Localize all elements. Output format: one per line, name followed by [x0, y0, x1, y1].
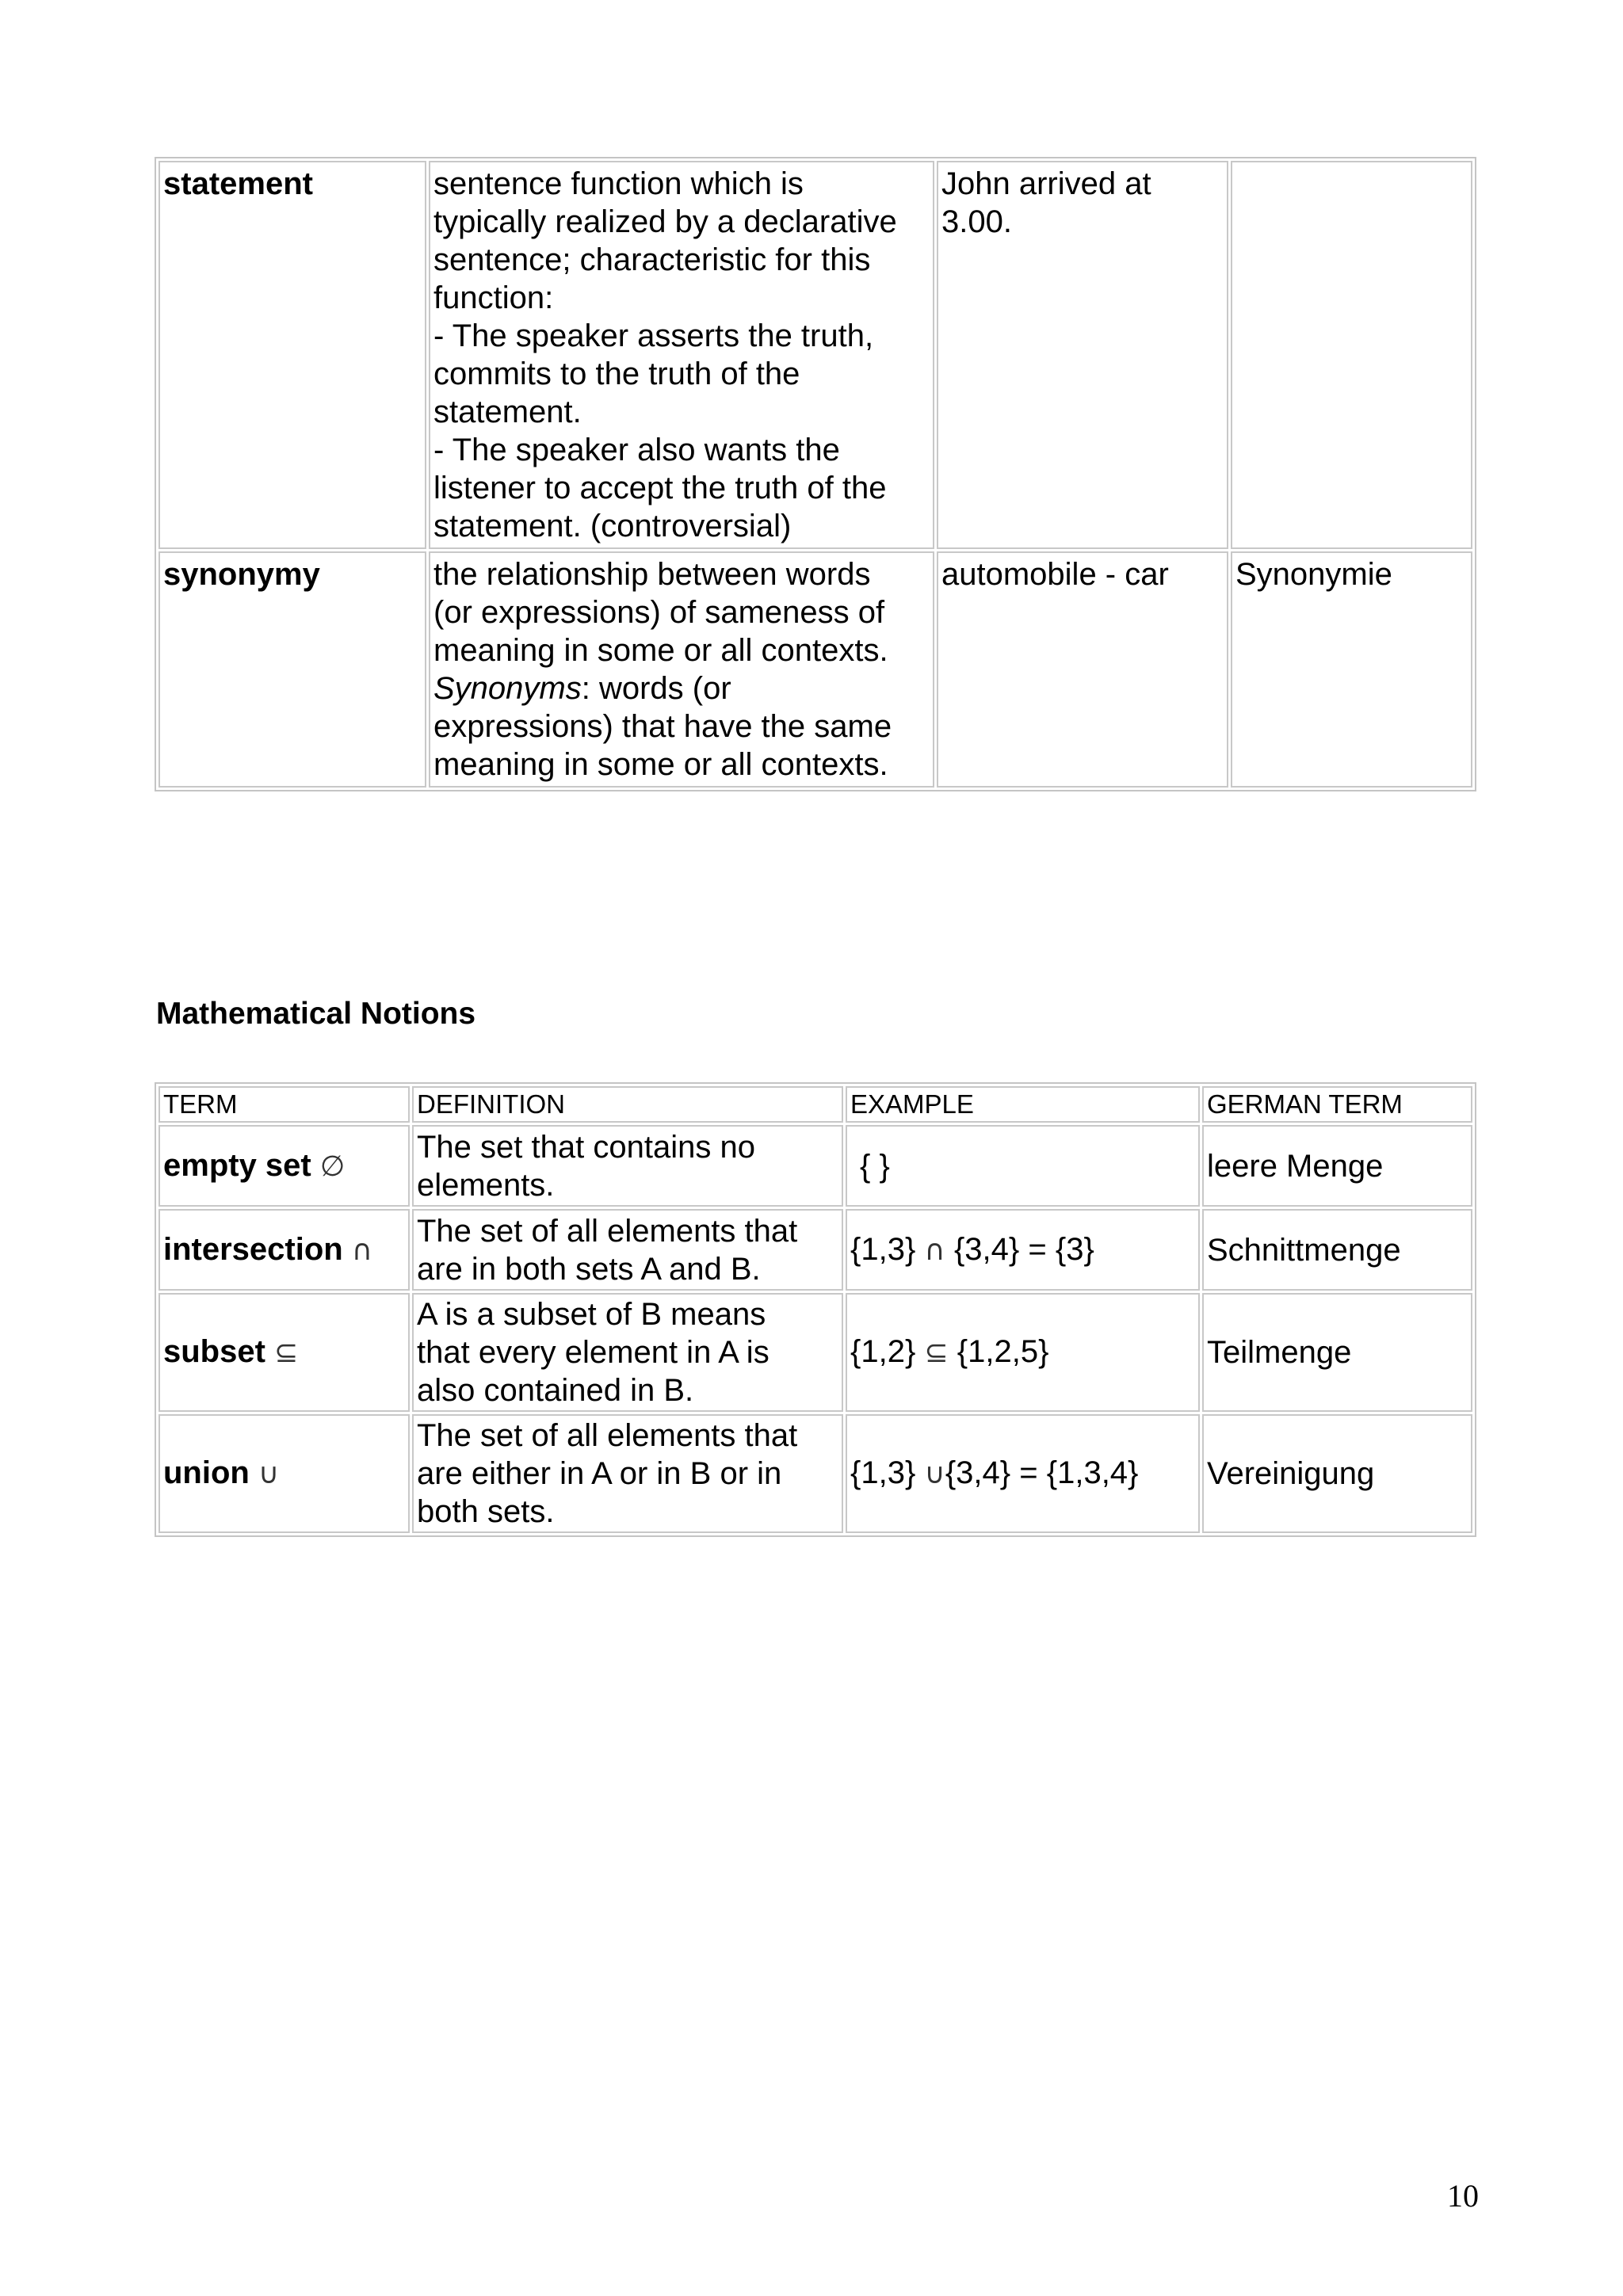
definition-line: meaning in some or all contexts. [433, 633, 888, 668]
german-term-cell: Vereinigung [1202, 1414, 1472, 1533]
definition-line: The set of all elements that [417, 1213, 798, 1249]
term-cell [158, 1293, 410, 1412]
example-text: {1,3} [850, 1231, 916, 1267]
example-line: John arrived at [941, 166, 1151, 201]
example-cell [846, 1125, 1200, 1207]
definition-line: sentence; characteristic for this [433, 242, 871, 277]
subset-icon: ⊆ [274, 1337, 299, 1369]
definition-cell [429, 551, 934, 788]
empty-set-icon: ∅ [319, 1150, 346, 1183]
definition-cell [412, 1293, 843, 1412]
definition-line: also contained in B. [417, 1373, 694, 1408]
table-header-row [158, 1086, 1472, 1123]
header-german-term: GERMAN TERM [1202, 1086, 1472, 1123]
example-line: 3.00. [941, 204, 1012, 239]
definition-line: expressions) that have the same [433, 709, 892, 744]
term-label: intersection [163, 1231, 343, 1267]
intersection-icon: ∩ [924, 1234, 945, 1267]
german-term-cell: Teilmenge [1202, 1293, 1472, 1412]
table-row [158, 1125, 1472, 1207]
definition-line: A is a subset of B means [417, 1297, 766, 1332]
german-term-cell: leere Menge [1202, 1125, 1472, 1207]
example-text: {3,4} = {1,3,4} [945, 1455, 1139, 1490]
example-text: {1,2,5} [957, 1334, 1049, 1369]
definition-line: typically realized by a declarative [433, 204, 897, 239]
definition-cell [412, 1209, 843, 1291]
definition-line: both sets. [417, 1494, 555, 1529]
example-cell [846, 1414, 1200, 1533]
table-row [158, 1209, 1472, 1291]
definition-line: statement. (controversial) [433, 509, 792, 543]
example-cell [846, 1209, 1200, 1291]
term-cell: synonymy [158, 551, 426, 788]
example-cell [937, 161, 1228, 549]
german-term-cell [1231, 161, 1472, 549]
term-label: union [163, 1455, 250, 1490]
definition-line: (or expressions) of sameness of [433, 595, 885, 630]
definition-fragment: : words (or [581, 671, 731, 706]
definition-line: - The speaker asserts the truth, [433, 318, 874, 353]
term-cell [158, 1209, 410, 1291]
definition-line: - The speaker also wants the [433, 433, 840, 467]
definition-line: meaning in some or all contexts. [433, 747, 888, 782]
glossary-table [155, 157, 1476, 791]
term-cell [158, 1125, 410, 1207]
definition-line: listener to accept the truth of the [433, 471, 887, 505]
example-text: {3,4} = {3} [953, 1231, 1094, 1267]
definition-line: commits to the truth of the [433, 357, 800, 391]
example-text: {1,2} [850, 1334, 916, 1369]
definition-cell [412, 1125, 843, 1207]
table-row [158, 551, 1472, 788]
definition-cell [412, 1414, 843, 1533]
definition-cell [429, 161, 934, 549]
german-term-cell: Schnittmenge [1202, 1209, 1472, 1291]
term-cell [158, 1414, 410, 1533]
intersection-icon: ∩ [351, 1234, 373, 1267]
math-notions-table [155, 1082, 1476, 1537]
example-cell [846, 1293, 1200, 1412]
example-line: automobile - car [941, 557, 1169, 592]
union-icon: ∪ [258, 1458, 280, 1490]
example-cell [937, 551, 1228, 788]
table-row [158, 161, 1472, 549]
term-cell: statement [158, 161, 426, 549]
definition-line: statement. [433, 395, 582, 429]
definition-line: The set that contains no [417, 1129, 755, 1165]
definition-line: function: [433, 280, 554, 315]
definition-line: that every element in A is [417, 1335, 769, 1370]
term-label: subset [163, 1334, 265, 1369]
header-example: EXAMPLE [846, 1086, 1200, 1123]
page-number: 10 [1447, 2178, 1479, 2214]
term-label: empty set [163, 1147, 311, 1183]
header-term: TERM [158, 1086, 410, 1123]
italic-term: Synonyms [433, 671, 582, 706]
table-row [158, 1293, 1472, 1412]
definition-line [433, 669, 930, 707]
header-definition: DEFINITION [412, 1086, 843, 1123]
example-text: { } [860, 1148, 890, 1184]
definition-line: are in both sets A and B. [417, 1251, 761, 1287]
section-heading: Mathematical Notions [156, 997, 476, 1031]
union-icon: ∪ [924, 1458, 945, 1490]
definition-line: are either in A or in B or in [417, 1456, 782, 1491]
definition-line: The set of all elements that [417, 1418, 798, 1453]
table-row [158, 1414, 1472, 1533]
definition-line: sentence function which is [433, 166, 804, 201]
definition-line: the relationship between words [433, 557, 871, 592]
german-term-cell: Synonymie [1231, 551, 1472, 788]
subset-icon: ⊆ [924, 1337, 949, 1369]
example-text: {1,3} [850, 1455, 916, 1490]
definition-line: elements. [417, 1167, 555, 1203]
